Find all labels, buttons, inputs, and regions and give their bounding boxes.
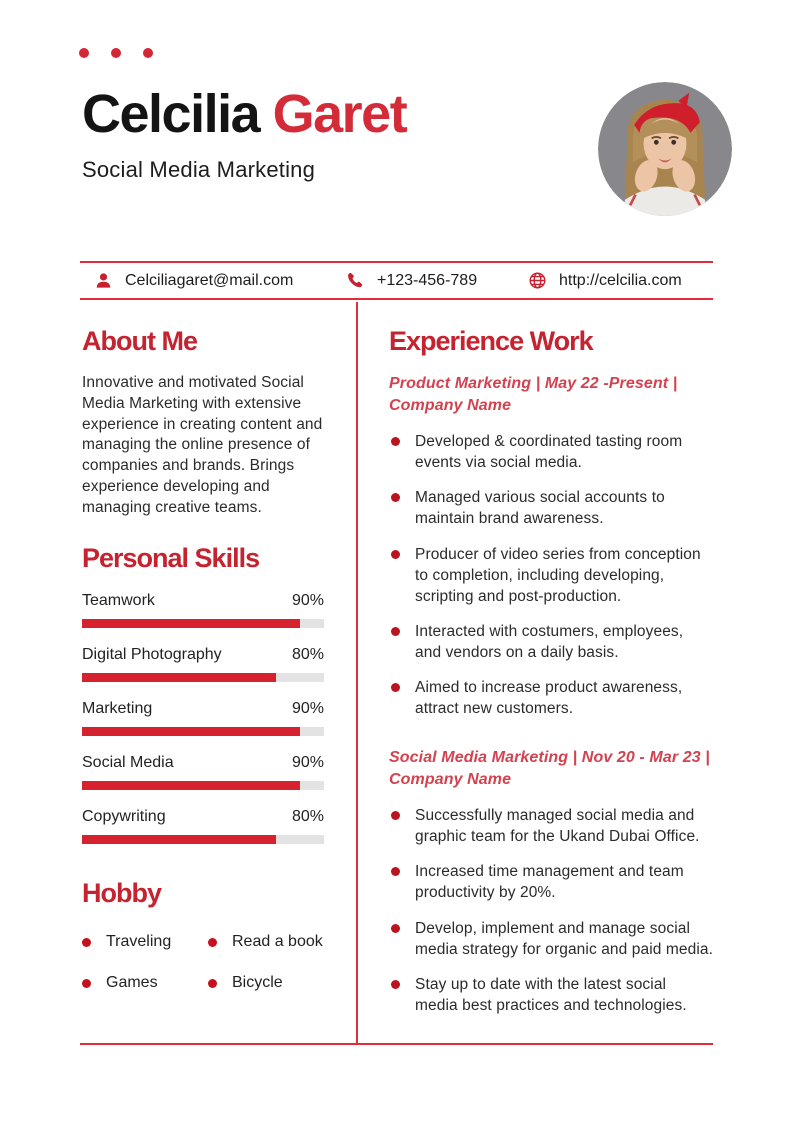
last-name: Garet bbox=[272, 84, 407, 144]
hobby-label: Read a book bbox=[232, 933, 323, 951]
skill-bar-fill bbox=[82, 727, 300, 736]
contact-phone[interactable] bbox=[346, 271, 528, 290]
bullet-icon bbox=[208, 938, 217, 947]
skill-bar-track bbox=[82, 673, 324, 682]
job-heading-line1: Social Media Marketing | Nov 20 - Mar 23 | bbox=[389, 749, 710, 767]
bullet-icon bbox=[208, 979, 217, 988]
hobby-label: Bicycle bbox=[232, 974, 283, 992]
skill-percent: 80% bbox=[291, 646, 324, 664]
job-bullet-list bbox=[389, 805, 713, 1016]
hobby-list bbox=[82, 933, 324, 992]
section-title-experience: Experience Work bbox=[389, 326, 593, 356]
website-text: http://celcilia.com bbox=[559, 271, 682, 289]
skill-label: Copywriting bbox=[82, 808, 166, 826]
list-item: Increased time management and team productivity by 20%. bbox=[389, 861, 713, 903]
right-column bbox=[358, 302, 713, 1043]
list-item bbox=[82, 933, 208, 951]
email-text: Celciliagaret@mail.com bbox=[125, 271, 294, 289]
skill-label: Social Media bbox=[82, 754, 174, 772]
job-heading-line1: Product Marketing | May 22 -Present | bbox=[389, 375, 678, 392]
bullet-icon bbox=[82, 938, 91, 947]
skill-bar-track bbox=[82, 781, 324, 790]
about-text: Innovative and motivated Social Media Marketing with extensive experience in creating content and managing the online presence of companies and brands. Brings experience developing and managing creative teams. bbox=[82, 374, 323, 516]
list-item: Managed various social accounts to maintain brand awareness. bbox=[389, 487, 713, 529]
bottom-divider bbox=[80, 1043, 713, 1045]
skill-bar-fill bbox=[82, 781, 300, 790]
skill-row bbox=[82, 754, 324, 790]
skill-bar-fill bbox=[82, 835, 276, 844]
header bbox=[82, 86, 733, 216]
contact-website[interactable] bbox=[528, 271, 682, 290]
list-item: Interacted with costumers, employees, and vendors on a daily basis. bbox=[389, 621, 713, 663]
skill-bar-track bbox=[82, 835, 324, 844]
section-title-about: About Me bbox=[82, 326, 197, 356]
section-title-skills: Personal Skills bbox=[82, 543, 260, 574]
job-title: Social Media Marketing bbox=[82, 156, 316, 182]
skill-label: Marketing bbox=[82, 700, 153, 718]
skill-row bbox=[82, 808, 324, 844]
list-item: Developed & coordinated tasting room events via social media. bbox=[389, 431, 713, 473]
list-item: Producer of video series from conception to completion, including developing, scripting and post-production. bbox=[389, 544, 713, 607]
section-title-hobby: Hobby bbox=[82, 878, 161, 909]
skill-percent: 90% bbox=[291, 754, 324, 772]
job-heading-line2: Company Name bbox=[389, 396, 512, 414]
skill-percent: 90% bbox=[291, 592, 324, 610]
contact-email[interactable] bbox=[94, 271, 346, 290]
phone-text: +123-456-789 bbox=[377, 271, 478, 289]
list-item bbox=[208, 933, 324, 951]
skill-bar-track bbox=[82, 727, 324, 736]
list-item: Aimed to increase product awareness, attract new customers. bbox=[389, 677, 713, 719]
decorative-dots bbox=[79, 48, 153, 58]
hobby-label: Games bbox=[106, 974, 158, 992]
skill-row bbox=[82, 646, 324, 682]
person-icon bbox=[94, 271, 113, 290]
job-bullet-list bbox=[389, 431, 713, 719]
skill-bar-fill bbox=[82, 619, 300, 628]
job-heading bbox=[389, 373, 713, 416]
list-item: Develop, implement and manage social media strategy for organic and paid media. bbox=[389, 918, 713, 960]
skill-percent: 80% bbox=[291, 808, 324, 826]
list-item bbox=[208, 974, 324, 992]
globe-icon bbox=[528, 271, 547, 290]
dot-icon bbox=[79, 48, 89, 58]
skill-row bbox=[82, 592, 324, 628]
content-columns bbox=[80, 302, 713, 1043]
left-column bbox=[80, 302, 356, 1043]
skill-label: Teamwork bbox=[82, 592, 155, 610]
contact-bar bbox=[80, 261, 713, 300]
avatar bbox=[598, 82, 732, 216]
skill-row bbox=[82, 700, 324, 736]
job-heading bbox=[389, 747, 713, 790]
first-name: Celcilia bbox=[82, 84, 273, 144]
job-heading-line2: Company Name bbox=[389, 770, 512, 788]
phone-icon bbox=[346, 271, 365, 290]
page-title bbox=[82, 86, 406, 143]
list-item bbox=[82, 974, 208, 992]
dot-icon bbox=[143, 48, 153, 58]
skill-bar-track bbox=[82, 619, 324, 628]
portrait-illustration bbox=[598, 82, 732, 216]
skill-label: Digital Photography bbox=[82, 646, 222, 664]
skill-percent: 90% bbox=[291, 700, 324, 718]
dot-icon bbox=[111, 48, 121, 58]
skill-bar-fill bbox=[82, 673, 276, 682]
name-block bbox=[82, 86, 406, 183]
bullet-icon bbox=[82, 979, 91, 988]
list-item: Stay up to date with the latest social media best practices and technologies. bbox=[389, 974, 713, 1016]
hobby-label: Traveling bbox=[106, 933, 172, 951]
list-item: Successfully managed social media and graphic team for the Ukand Dubai Office. bbox=[389, 805, 713, 847]
